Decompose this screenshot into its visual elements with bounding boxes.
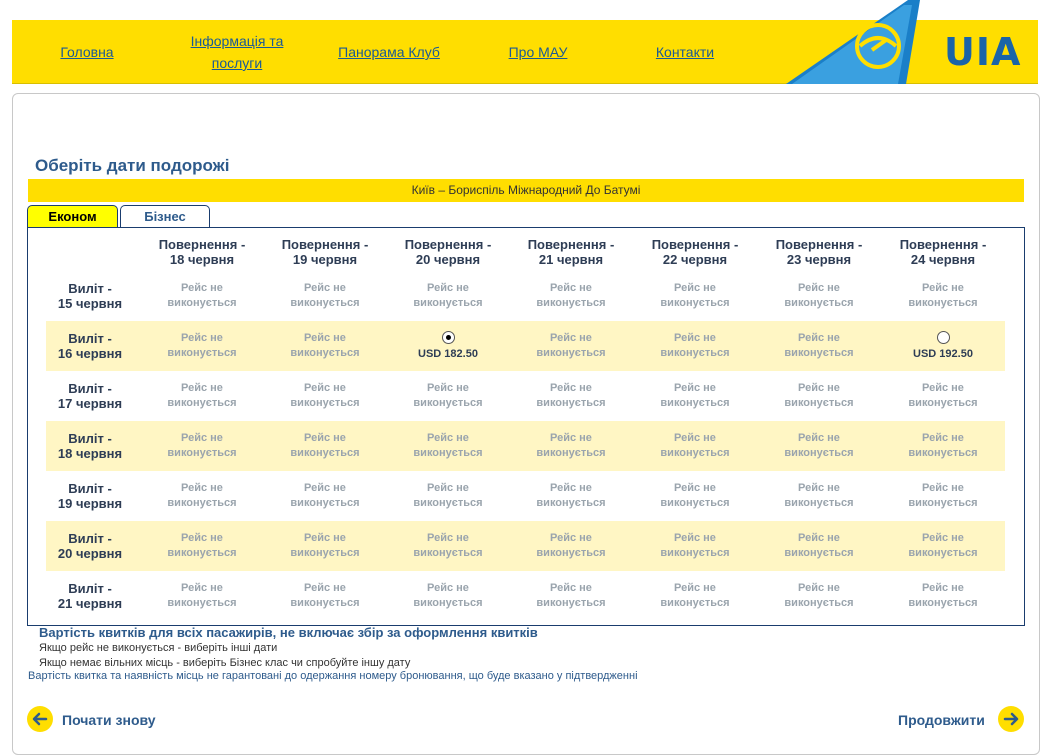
line-1: Рейс не: [798, 282, 840, 294]
nav-link-home[interactable]: Головна: [60, 44, 114, 60]
unavailable-cell: [509, 481, 633, 511]
unavailable-cell: [509, 581, 633, 611]
line-2: виконується: [167, 347, 237, 359]
line-1: Рейс не: [922, 282, 964, 294]
line-1: Рейс не: [304, 282, 346, 294]
line-2: виконується: [660, 347, 730, 359]
line-1: Повернення -: [404, 237, 492, 252]
line-1: Виліт -: [68, 381, 112, 396]
line-1: Рейс не: [550, 582, 592, 594]
line-2: виконується: [290, 547, 360, 559]
unavailable-cell: [757, 481, 881, 511]
departure-date-header: [46, 281, 134, 311]
unavailable-cell: [881, 481, 1005, 511]
note-no-seats: Якщо немає вільних місць - виберіть Бізнес клас чи спробуйте іншу дату: [39, 657, 411, 669]
line-1: Виліт -: [68, 281, 112, 296]
line-2: виконується: [536, 297, 606, 309]
line-1: Рейс не: [550, 432, 592, 444]
line-2: виконується: [908, 397, 978, 409]
line-1: Рейс не: [427, 432, 469, 444]
unavailable-cell: [386, 381, 510, 411]
line-2: 18 червня: [169, 252, 235, 267]
nav-link-info-line1: Інформація та: [190, 33, 284, 49]
departure-date-header: [46, 481, 134, 511]
unavailable-cell: [881, 381, 1005, 411]
fare-cell[interactable]: [881, 331, 1005, 362]
unavailable-cell: [757, 431, 881, 461]
unavailable-cell: [140, 531, 264, 561]
return-date-header: [509, 237, 633, 267]
line-2: виконується: [290, 497, 360, 509]
unavailable-cell: [633, 431, 757, 461]
line-1: Рейс не: [304, 482, 346, 494]
line-2: 21 червня: [538, 252, 604, 267]
unavailable-cell: [386, 531, 510, 561]
unavailable-cell: [509, 331, 633, 361]
line-2: виконується: [290, 397, 360, 409]
unavailable-cell: [881, 281, 1005, 311]
line-2: 23 червня: [786, 252, 852, 267]
line-2: виконується: [660, 297, 730, 309]
line-1: Виліт -: [68, 581, 112, 596]
line-1: Рейс не: [674, 482, 716, 494]
return-date-header: [633, 237, 757, 267]
line-2: виконується: [908, 297, 978, 309]
unavailable-cell: [140, 381, 264, 411]
line-2: виконується: [784, 447, 854, 459]
fare-price: USD 192.50: [913, 348, 973, 360]
line-2: 17 червня: [57, 396, 123, 411]
line-2: виконується: [536, 447, 606, 459]
unavailable-cell: [263, 481, 387, 511]
line-1: Рейс не: [550, 282, 592, 294]
line-2: 16 червня: [57, 346, 123, 361]
line-2: виконується: [536, 547, 606, 559]
line-1: Рейс не: [798, 482, 840, 494]
line-1: Рейс не: [181, 432, 223, 444]
unavailable-cell: [140, 281, 264, 311]
line-1: Рейс не: [674, 282, 716, 294]
arrow-right-icon: [998, 706, 1024, 732]
line-1: Рейс не: [922, 582, 964, 594]
unavailable-cell: [509, 531, 633, 561]
line-1: Рейс не: [304, 532, 346, 544]
line-2: 20 червня: [415, 252, 481, 267]
line-1: Виліт -: [68, 481, 112, 496]
line-1: Рейс не: [798, 582, 840, 594]
nav-link-about[interactable]: Про МАУ: [508, 44, 568, 60]
line-2: 22 червня: [662, 252, 728, 267]
line-1: Рейс не: [922, 382, 964, 394]
line-1: Рейс не: [674, 332, 716, 344]
unavailable-cell: [263, 431, 387, 461]
line-2: виконується: [660, 597, 730, 609]
unavailable-cell: [509, 381, 633, 411]
line-2: виконується: [290, 347, 360, 359]
line-2: 20 червня: [57, 546, 123, 561]
unavailable-cell: [633, 281, 757, 311]
line-2: виконується: [413, 547, 483, 559]
line-2: виконується: [536, 397, 606, 409]
line-2: виконується: [784, 297, 854, 309]
line-2: виконується: [536, 497, 606, 509]
line-1: Рейс не: [550, 332, 592, 344]
unavailable-cell: [881, 531, 1005, 561]
continue-label: Продовжити: [898, 712, 985, 728]
page-title: Оберіть дати подорожі: [35, 156, 230, 175]
line-2: виконується: [908, 547, 978, 559]
fare-cell[interactable]: [386, 331, 510, 362]
fare-radio[interactable]: [937, 331, 950, 344]
unavailable-cell: [140, 481, 264, 511]
line-1: Рейс не: [304, 332, 346, 344]
departure-date-header: [46, 331, 134, 361]
unavailable-cell: [386, 581, 510, 611]
line-2: виконується: [413, 297, 483, 309]
line-1: Рейс не: [427, 532, 469, 544]
line-1: Виліт -: [68, 431, 112, 446]
line-2: 19 червня: [292, 252, 358, 267]
line-1: Повернення -: [281, 237, 369, 252]
unavailable-cell: [386, 431, 510, 461]
unavailable-cell: [757, 281, 881, 311]
line-2: виконується: [290, 597, 360, 609]
return-date-header: [263, 237, 387, 267]
line-2: 15 червня: [57, 296, 123, 311]
restart-button[interactable]: [27, 706, 167, 734]
fare-price: USD 182.50: [418, 348, 478, 360]
return-date-header: [386, 237, 510, 267]
line-1: Рейс не: [181, 382, 223, 394]
line-1: Рейс не: [181, 582, 223, 594]
unavailable-cell: [386, 481, 510, 511]
line-1: Повернення -: [527, 237, 615, 252]
line-1: Рейс не: [798, 382, 840, 394]
line-2: виконується: [660, 397, 730, 409]
line-2: виконується: [908, 597, 978, 609]
unavailable-cell: [633, 531, 757, 561]
unavailable-cell: [509, 431, 633, 461]
line-1: Повернення -: [651, 237, 739, 252]
unavailable-cell: [757, 331, 881, 361]
unavailable-cell: [633, 581, 757, 611]
unavailable-cell: [386, 281, 510, 311]
line-1: Рейс не: [922, 532, 964, 544]
unavailable-cell: [757, 381, 881, 411]
line-1: Повернення -: [158, 237, 246, 252]
line-2: виконується: [536, 347, 606, 359]
line-2: виконується: [413, 597, 483, 609]
line-1: Рейс не: [550, 482, 592, 494]
line-2: виконується: [784, 547, 854, 559]
line-1: Рейс не: [181, 282, 223, 294]
unavailable-cell: [263, 531, 387, 561]
line-2: виконується: [908, 497, 978, 509]
line-2: виконується: [784, 497, 854, 509]
unavailable-cell: [633, 331, 757, 361]
line-2: виконується: [167, 547, 237, 559]
line-1: Рейс не: [674, 382, 716, 394]
line-2: виконується: [413, 397, 483, 409]
line-2: 19 червня: [57, 496, 123, 511]
line-2: виконується: [784, 597, 854, 609]
line-1: Рейс не: [922, 432, 964, 444]
unavailable-cell: [881, 431, 1005, 461]
line-2: виконується: [908, 447, 978, 459]
line-1: Виліт -: [68, 531, 112, 546]
line-1: Рейс не: [427, 582, 469, 594]
logo-text: UIA: [944, 30, 1022, 74]
line-2: виконується: [660, 447, 730, 459]
line-1: Виліт -: [68, 331, 112, 346]
line-1: Рейс не: [304, 382, 346, 394]
line-1: Повернення -: [899, 237, 987, 252]
continue-button[interactable]: [896, 706, 1024, 734]
line-2: виконується: [290, 297, 360, 309]
line-2: виконується: [167, 497, 237, 509]
tab-econom[interactable]: Економ: [27, 205, 118, 228]
line-2: виконується: [784, 347, 854, 359]
departure-date-header: [46, 531, 134, 561]
unavailable-cell: [140, 581, 264, 611]
line-1: Рейс не: [427, 282, 469, 294]
return-date-header: [881, 237, 1005, 267]
arrow-left-icon: [27, 706, 53, 732]
line-2: 24 червня: [910, 252, 976, 267]
unavailable-cell: [757, 581, 881, 611]
unavailable-cell: [757, 531, 881, 561]
line-2: 21 червня: [57, 596, 123, 611]
note-no-flight: Якщо рейс не виконується - виберіть інші дати: [39, 642, 278, 654]
line-2: виконується: [413, 497, 483, 509]
unavailable-cell: [263, 331, 387, 361]
line-1: Рейс не: [304, 432, 346, 444]
line-2: виконується: [290, 447, 360, 459]
line-2: 18 червня: [57, 446, 123, 461]
unavailable-cell: [633, 381, 757, 411]
departure-date-header: [46, 431, 134, 461]
price-note: Вартість квитків для всіх пасажирів, не включає збір за оформлення квитків: [39, 625, 538, 640]
line-1: Рейс не: [798, 332, 840, 344]
line-1: Рейс не: [674, 432, 716, 444]
line-1: Рейс не: [550, 532, 592, 544]
nav-link-info-line2: послуги: [211, 55, 263, 71]
line-1: Рейс не: [427, 382, 469, 394]
line-1: Рейс не: [427, 482, 469, 494]
line-2: виконується: [167, 297, 237, 309]
line-1: Рейс не: [922, 482, 964, 494]
line-1: Рейс не: [798, 532, 840, 544]
line-2: виконується: [660, 547, 730, 559]
unavailable-cell: [633, 481, 757, 511]
line-1: Рейс не: [674, 582, 716, 594]
unavailable-cell: [140, 431, 264, 461]
line-1: Рейс не: [181, 482, 223, 494]
line-2: виконується: [167, 597, 237, 609]
line-1: Рейс не: [304, 582, 346, 594]
unavailable-cell: [881, 581, 1005, 611]
line-1: Рейс не: [550, 382, 592, 394]
line-1: Рейс не: [798, 432, 840, 444]
disclaimer-note: Вартість квитка та наявність місць не гарантовані до одержання номеру бронювання, що буде вказано у підтвердженні: [28, 670, 638, 682]
restart-label: Почати знову: [62, 712, 156, 728]
fare-radio[interactable]: [442, 331, 455, 344]
return-date-header: [140, 237, 264, 267]
return-date-header: [757, 237, 881, 267]
line-2: виконується: [167, 447, 237, 459]
line-2: виконується: [536, 597, 606, 609]
unavailable-cell: [140, 331, 264, 361]
nav-link-contacts[interactable]: Контакти: [655, 44, 715, 60]
departure-date-header: [46, 581, 134, 611]
unavailable-cell: [509, 281, 633, 311]
line-1: Рейс не: [181, 532, 223, 544]
line-1: Рейс не: [674, 532, 716, 544]
unavailable-cell: [263, 581, 387, 611]
line-2: виконується: [660, 497, 730, 509]
unavailable-cell: [263, 281, 387, 311]
line-2: виконується: [413, 447, 483, 459]
line-1: Повернення -: [775, 237, 863, 252]
departure-date-header: [46, 381, 134, 411]
line-2: виконується: [167, 397, 237, 409]
tab-business[interactable]: Бізнес: [120, 205, 210, 228]
unavailable-cell: [263, 381, 387, 411]
route-banner: Київ – Бориспіль Міжнародний До Батумі: [28, 179, 1024, 202]
nav-link-panorama[interactable]: Панорама Клуб: [338, 44, 440, 60]
nav-link-info[interactable]: [186, 30, 288, 74]
line-1: Рейс не: [181, 332, 223, 344]
line-2: виконується: [784, 397, 854, 409]
